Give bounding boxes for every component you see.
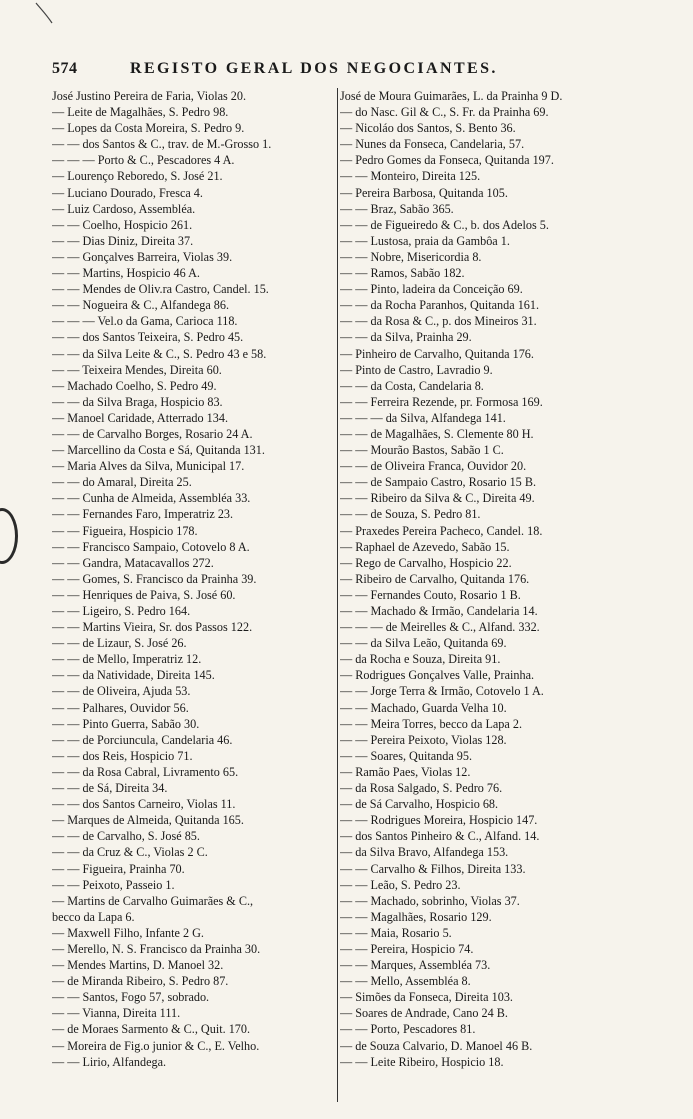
list-item: — — dos Santos Teixeira, S. Pedro 45. [52, 330, 244, 345]
list-item: — — da Silva Leite & C., S. Pedro 43 e 58. [52, 346, 267, 361]
list-item: — — Palhares, Ouvidor 56. [52, 700, 189, 715]
list-item: — — Maia, Rosario 5. [340, 925, 452, 940]
list-item: becco da Lapa 6. [52, 909, 135, 924]
list-item: — Nicoláo dos Santos, S. Bento 36. [340, 121, 516, 136]
list-item: — Pinheiro de Carvalho, Quitanda 176. [340, 346, 534, 361]
list-item: — — do Amaral, Direita 25. [52, 475, 192, 490]
list-item: — — Pinto Guerra, Sabão 30. [52, 716, 200, 731]
list-item: — — dos Santos & C., trav. de M.-Grosso 1. [52, 137, 272, 152]
page-title: REGISTO GERAL DOS NEGOCIANTES. [130, 60, 498, 77]
list-item: — Simões da Fonseca, Direita 103. [340, 990, 513, 1005]
list-item: — Moreira de Fig.o junior & C., E. Velho. [52, 1038, 260, 1053]
list-item: — — Santos, Fogo 57, sobrado. [52, 990, 210, 1005]
list-item: — — Francisco Sampaio, Cotovelo 8 A. [52, 539, 250, 554]
list-item: — da Rosa Salgado, S. Pedro 76. [340, 781, 503, 796]
list-item: — — Meira Torres, becco da Lapa 2. [340, 716, 523, 731]
list-item: — — Mendes de Oliv.ra Castro, Candel. 15. [52, 282, 269, 297]
list-item: — — da Rocha Paranhos, Quitanda 161. [340, 298, 540, 313]
list-item: — Merello, N. S. Francisco da Prainha 30. [52, 941, 261, 956]
list-item: — — Mourão Bastos, Sabão 1 C. [340, 443, 504, 458]
list-item: — Lourenço Reboredo, S. José 21. [52, 169, 223, 184]
list-item: — — da Costa, Candelaria 8. [340, 378, 484, 393]
list-item: — Pedro Gomes da Fonseca, Quitanda 197. [340, 153, 554, 168]
list-item: — — Cunha de Almeida, Assembléa 33. [52, 491, 251, 506]
left-column [52, 88, 336, 1070]
list-item: — de Souza Calvario, D. Manoel 46 B. [340, 1038, 533, 1053]
list-item: — Soares de Andrade, Cano 24 B. [340, 1006, 508, 1021]
list-item: — — Martins Vieira, Sr. dos Passos 122. [52, 620, 253, 635]
list-item: — — Fernandes Couto, Rosario 1 B. [340, 587, 521, 602]
list-item: — — de Figueiredo & C., b. dos Adelos 5. [340, 217, 549, 232]
list-item: — da Silva Bravo, Alfandega 153. [340, 845, 509, 860]
list-item: — de Sá Carvalho, Hospicio 68. [340, 797, 499, 812]
list-item: — — Ligeiro, S. Pedro 164. [52, 604, 191, 618]
list-item: — do Nasc. Gil & C., S. Fr. da Prainha 69. [340, 105, 549, 120]
list-item: — — Ramos, Sabão 182. [340, 266, 465, 281]
list-item: — — da Silva Leão, Quitanda 69. [340, 636, 507, 651]
list-item: — — Lirio, Alfandega. [52, 1054, 167, 1069]
list-item: — — Nogueira & C., Alfandega 86. [52, 298, 230, 313]
list-item: — — Porto, Pescadores 81. [340, 1022, 476, 1037]
list-item: — — Pereira, Hospicio 74. [340, 941, 474, 956]
list-item: — — Monteiro, Direita 125. [340, 169, 481, 184]
list-item: — dos Santos Pinheiro & C., Alfand. 14. [340, 829, 540, 844]
list-item: — Machado Coelho, S. Pedro 49. [52, 378, 217, 393]
column-divider [337, 88, 338, 1102]
page-header [38, 60, 658, 86]
list-item: — Manoel Caridade, Atterrado 134. [52, 410, 228, 425]
list-item: — — Nobre, Misericordia 8. [340, 249, 482, 264]
list-item: — — Ribeiro da Silva & C., Direita 49. [340, 491, 535, 506]
list-item: — — Machado, Guarda Velha 10. [340, 700, 507, 715]
list-item: — Marques de Almeida, Quitanda 165. [52, 813, 244, 828]
list-item: — Marcellino da Costa e Sá, Quitanda 131. [52, 443, 265, 458]
list-item: — — de Magalhães, S. Clemente 80 H. [340, 426, 534, 441]
list-item: — — de Lizaur, S. José 26. [52, 636, 187, 651]
list-item: — — Jorge Terra & Irmão, Cotovelo 1 A. [340, 684, 544, 699]
list-item: — Maxwell Filho, Infante 2 G. [52, 925, 204, 940]
list-item: — — de Oliveira, Ajuda 53. [52, 684, 191, 699]
list-item: — — Martins, Hospicio 46 A. [52, 266, 200, 281]
list-item: — — Soares, Quitanda 95. [340, 748, 473, 763]
list-item: — Praxedes Pereira Pacheco, Candel. 18. [340, 523, 543, 538]
list-item: — — da Rosa Cabral, Livramento 65. [52, 764, 239, 779]
list-item: — — dos Reis, Hospicio 71. [52, 748, 193, 763]
list-item: — — Figueira, Prainha 70. [52, 861, 185, 876]
list-item: — — da Cruz & C., Violas 2 C. [52, 845, 208, 860]
list-item: — Leite de Magalhães, S. Pedro 98. [52, 105, 229, 120]
list-item: — Ribeiro de Carvalho, Quitanda 176. [340, 571, 530, 586]
list-item: — Nunes da Fonseca, Candelaria, 57. [340, 137, 525, 152]
list-item: — — Dias Diniz, Direita 37. [52, 233, 194, 248]
list-item: — Pinto de Castro, Lavradio 9. [340, 362, 493, 377]
list-item: — — de Mello, Imperatriz 12. [52, 652, 202, 667]
list-item: — Pereira Barbosa, Quitanda 105. [340, 185, 508, 200]
list-item: — Maria Alves da Silva, Municipal 17. [52, 459, 245, 474]
list-item: — — Carvalho & Filhos, Direita 133. [340, 861, 526, 876]
list-item: José Justino Pereira de Faria, Violas 20. [52, 89, 247, 103]
list-item: — — de Souza, S. Pedro 81. [340, 507, 481, 522]
list-item: — — — de Meirelles & C., Alfand. 332. [340, 620, 540, 635]
list-item: — Lopes da Costa Moreira, S. Pedro 9. [52, 121, 245, 136]
list-item: — — de Oliveira Franca, Ouvidor 20. [340, 459, 527, 474]
list-item: — Luciano Dourado, Fresca 4. [52, 185, 203, 200]
list-item: — — Braz, Sabão 365. [340, 201, 454, 216]
list-item: — Rodrigues Gonçalves Valle, Prainha. [340, 668, 535, 683]
list-item: — — Gomes, S. Francisco da Prainha 39. [52, 571, 257, 586]
list-item: — — Lustosa, praia da Gambôa 1. [340, 233, 510, 248]
list-item: — — de Carvalho Borges, Rosario 24 A. [52, 426, 253, 441]
list-item: — — Ferreira Rezende, pr. Formosa 169. [340, 394, 543, 409]
list-item: — — Leão, S. Pedro 23. [340, 877, 461, 892]
list-item: — — Mello, Assembléa 8. [340, 974, 471, 989]
binding-hole-icon [0, 508, 18, 564]
right-column [340, 88, 660, 1070]
list-item: — — Figueira, Hospicio 178. [52, 523, 198, 538]
list-item: — — — da Silva, Alfandega 141. [340, 410, 506, 425]
pen-mark-icon [34, 2, 54, 24]
list-item: — — Machado & Irmão, Candelaria 14. [340, 604, 538, 618]
list-item: — — Henriques de Paiva, S. José 60. [52, 587, 236, 602]
list-item: — — Machado, sobrinho, Violas 37. [340, 893, 520, 908]
list-item: — — — Porto & C., Pescadores 4 A. [52, 153, 235, 168]
list-item: — — de Carvalho, S. José 85. [52, 829, 200, 844]
list-item: — — Vianna, Direita 111. [52, 1006, 181, 1021]
list-item: — — Peixoto, Passeio 1. [52, 877, 175, 892]
list-item: — da Rocha e Souza, Direita 91. [340, 652, 501, 667]
list-item: — — Marques, Assembléa 73. [340, 958, 491, 973]
list-item: — Ramão Paes, Violas 12. [340, 764, 471, 779]
list-item: José de Moura Guimarães, L. da Prainha 9 D. [340, 89, 563, 103]
list-item: — — Gonçalves Barreira, Violas 39. [52, 249, 233, 264]
list-item: — — Pereira Peixoto, Violas 128. [340, 732, 507, 747]
list-item: — — Pinto, ladeira da Conceição 69. [340, 282, 523, 297]
list-item: — Luiz Cardoso, Assembléa. [52, 201, 196, 216]
list-item: — — de Porciuncula, Candelaria 46. [52, 732, 233, 747]
list-item: — — Rodrigues Moreira, Hospicio 147. [340, 813, 538, 828]
list-item: — — Leite Ribeiro, Hospicio 18. [340, 1054, 504, 1069]
list-item: — — — Vel.o da Gama, Carioca 118. [52, 314, 238, 329]
list-item: — — de Sá, Direita 34. [52, 781, 168, 796]
list-item: — Raphael de Azevedo, Sabão 15. [340, 539, 510, 554]
list-item: — — dos Santos Carneiro, Violas 11. [52, 797, 236, 812]
list-item: — de Miranda Ribeiro, S. Pedro 87. [52, 974, 229, 989]
list-item: — — Magalhães, Rosario 129. [340, 909, 492, 924]
list-item: — — da Silva Braga, Hospicio 83. [52, 394, 223, 409]
list-item: — — Fernandes Faro, Imperatriz 23. [52, 507, 234, 522]
list-item: — de Moraes Sarmento & C., Quit. 170. [52, 1022, 251, 1037]
list-item: — — de Sampaio Castro, Rosario 15 B. [340, 475, 536, 490]
list-item: — — Teixeira Mendes, Direita 60. [52, 362, 222, 377]
list-item: — — Coelho, Hospicio 261. [52, 217, 193, 232]
list-item: — — da Natividade, Direita 145. [52, 668, 215, 683]
list-item: — — da Silva, Prainha 29. [340, 330, 472, 345]
list-item: — Mendes Martins, D. Manoel 32. [52, 958, 224, 973]
page-number: 574 [52, 60, 78, 77]
list-item: — Rego de Carvalho, Hospicio 22. [340, 555, 512, 570]
list-item: — Martins de Carvalho Guimarães & C., [52, 893, 254, 908]
list-item: — — Gandra, Matacavallos 272. [52, 555, 214, 570]
list-item: — — da Rosa & C., p. dos Mineiros 31. [340, 314, 537, 329]
